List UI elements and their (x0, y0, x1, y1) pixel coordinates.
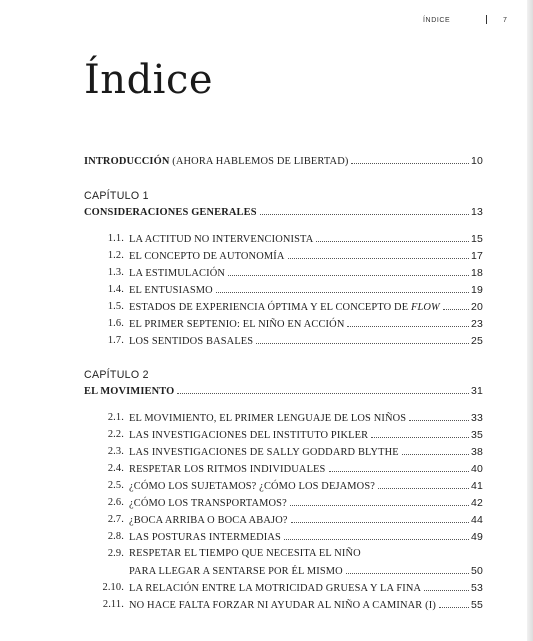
toc-page-number: 33 (471, 412, 483, 424)
leader-dots (424, 589, 469, 591)
running-head-title: ÍNDICE (423, 17, 451, 24)
leader-dots (284, 538, 469, 540)
leader-dots (228, 274, 469, 276)
toc-section[interactable] (107, 531, 483, 547)
section-title: EL CONCEPTO DE AUTONOMÍA (129, 251, 285, 262)
leader-dots (256, 342, 469, 344)
leader-dots (260, 213, 469, 215)
leader-dots (409, 419, 469, 421)
leader-dots (329, 470, 470, 472)
section-title: ¿CÓMO LOS TRANSPORTAMOS? (129, 498, 287, 509)
toc-page-number: 40 (471, 463, 483, 475)
toc-entry-introduction[interactable] (84, 155, 483, 171)
leader-dots (216, 291, 469, 293)
toc-page-number: 44 (471, 514, 483, 526)
toc-section-first-line[interactable] (107, 548, 483, 564)
leader-dots (316, 240, 469, 242)
section-title: ¿BOCA ARRIBA O BOCA ABAJO? (129, 515, 288, 526)
toc-page-number: 31 (471, 385, 483, 397)
toc-page-number: 25 (471, 335, 483, 347)
toc-chapter-title[interactable] (84, 385, 483, 401)
section-title: EL ENTUSIASMO (129, 285, 213, 296)
section-number: 2.7. (107, 514, 124, 525)
toc-section[interactable] (107, 480, 483, 496)
toc-section[interactable] (107, 412, 483, 428)
section-title: RESPETAR EL TIEMPO QUE NECESITA EL NIÑO (129, 548, 361, 559)
section-number: 1.3. (107, 267, 124, 278)
section-title: LAS INVESTIGACIONES DE SALLY GODDARD BLYTHE (129, 447, 399, 458)
toc-chapter-title[interactable] (84, 206, 483, 222)
section-number: 2.8. (107, 531, 124, 542)
chapter-label: CAPÍTULO 1 (84, 190, 149, 202)
toc-page-number: 50 (471, 565, 483, 577)
toc-section[interactable] (107, 301, 483, 317)
leader-dots (290, 504, 469, 506)
section-title: LA ESTIMULACIÓN (129, 268, 226, 279)
section-number: 2.10. (102, 582, 124, 593)
leader-dots (371, 436, 469, 438)
toc-page-number: 41 (471, 480, 483, 492)
section-number: 1.2. (107, 250, 124, 261)
section-title-continuation: PARA LLEGAR A SENTARSE POR ÉL MISMO (129, 566, 343, 577)
leader-dots (291, 521, 469, 523)
toc-section[interactable] (107, 250, 483, 266)
section-number: 2.6. (107, 497, 124, 508)
leader-dots (288, 257, 469, 259)
leader-dots (351, 162, 469, 164)
toc-page-number: 35 (471, 429, 483, 441)
section-title: LAS INVESTIGACIONES DEL INSTITUTO PIKLER (129, 430, 369, 441)
toc-section[interactable] (107, 284, 483, 300)
section-title: LAS POSTURAS INTERMEDIAS (129, 532, 281, 543)
section-number: 1.5. (107, 301, 124, 312)
toc-page-number: 49 (471, 531, 483, 543)
chapter-label: CAPÍTULO 2 (84, 369, 149, 381)
toc-section[interactable] (107, 267, 483, 283)
running-head (400, 14, 510, 28)
section-number: 2.5. (107, 480, 124, 491)
toc-page-number: 20 (471, 301, 483, 313)
toc-page-number: 19 (471, 284, 483, 296)
toc-page-number: 38 (471, 446, 483, 458)
leader-dots (177, 392, 469, 394)
leader-dots (378, 487, 469, 489)
toc-section[interactable] (102, 582, 483, 598)
section-title: LOS SENTIDOS BASALES (129, 336, 254, 347)
running-head-page-number: 7 (503, 17, 508, 24)
toc-page-number: 15 (471, 233, 483, 245)
section-title: RESPETAR LOS RITMOS INDIVIDUALES (129, 464, 326, 475)
toc-page-number: 53 (471, 582, 483, 594)
leader-dots (443, 308, 469, 310)
page-edge-shadow (527, 0, 533, 641)
toc-entry-label: INTRODUCCIÓN (AHORA HABLEMOS DE LIBERTAD) (84, 156, 349, 167)
section-number: 2.2. (107, 429, 124, 440)
section-number: 1.7. (107, 335, 124, 346)
section-number: 2.9. (107, 548, 124, 559)
section-title: EL PRIMER SEPTENIO: EL NIÑO EN ACCIÓN (129, 319, 345, 330)
toc-section[interactable] (102, 599, 483, 615)
leader-dots (346, 572, 469, 574)
section-number: 1.1. (107, 233, 124, 244)
running-head-separator (486, 15, 487, 24)
section-title: LA ACTITUD NO INTERVENCIONISTA (129, 234, 314, 245)
section-number: 2.3. (107, 446, 124, 457)
toc-entry-label: CONSIDERACIONES GENERALES (84, 207, 257, 218)
toc-page-number: 55 (471, 599, 483, 611)
toc-section[interactable] (107, 463, 483, 479)
section-number: 1.4. (107, 284, 124, 295)
toc-page-number: 18 (471, 267, 483, 279)
section-number: 2.1. (107, 412, 124, 423)
toc-page-number: 42 (471, 497, 483, 509)
toc-section[interactable] (107, 446, 483, 462)
section-number: 1.6. (107, 318, 124, 329)
section-number: 2.11. (102, 599, 124, 610)
page-title: Índice (84, 57, 214, 103)
toc-section[interactable] (107, 335, 483, 351)
leader-dots (439, 606, 469, 608)
toc-section-continuation[interactable] (129, 565, 483, 581)
toc-entry-label: EL MOVIMIENTO (84, 386, 175, 397)
toc-page-number: 17 (471, 250, 483, 262)
section-title: ¿CÓMO LOS SUJETAMOS? ¿CÓMO LOS DEJAMOS? (129, 481, 376, 492)
toc-section[interactable] (107, 429, 483, 445)
section-title: LA RELACIÓN ENTRE LA MOTRICIDAD GRUESA Y LA FINA (129, 583, 422, 594)
section-title: NO HACE FALTA FORZAR NI AYUDAR AL NIÑO A CAMINAR (I) (129, 600, 436, 611)
leader-dots (402, 453, 469, 455)
section-title: EL MOVIMIENTO, EL PRIMER LENGUAJE DE LOS NIÑOS (129, 413, 407, 424)
section-number: 2.4. (107, 463, 124, 474)
toc-section[interactable] (107, 233, 483, 249)
section-title: ESTADOS DE EXPERIENCIA ÓPTIMA Y EL CONCEPTO DE FLOW (129, 302, 440, 313)
toc-section[interactable] (107, 497, 483, 513)
toc-page-number: 10 (471, 155, 483, 167)
toc-section[interactable] (107, 514, 483, 530)
leader-dots (347, 325, 469, 327)
toc-page-number: 23 (471, 318, 483, 330)
toc-page-number: 13 (471, 206, 483, 218)
toc-section[interactable] (107, 318, 483, 334)
